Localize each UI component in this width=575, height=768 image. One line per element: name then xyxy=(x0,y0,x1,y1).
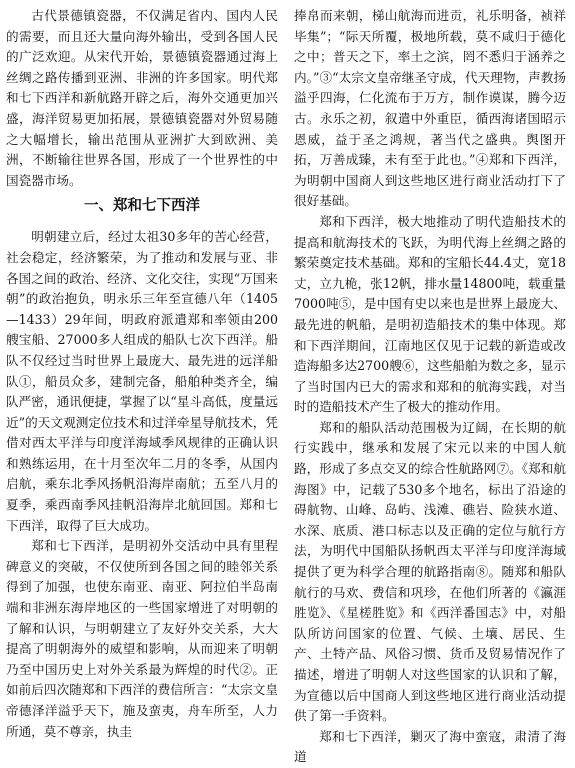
intro-paragraph: 古代景德镇瓷器，不仅满足省内、国内人民的需要，而且还大量向海外输出，受到各国人民的广泛欢迎。从宋代开始，景德镇瓷器通过海上丝绸之路传播到亚洲、非洲的许多国家。明代郑和七下西洋和新航路开辟之后，海外交通更加兴盛，海洋贸易更加拓展，景德镇瓷器对外贸易随之大幅增长，输出范围从亚洲扩大到欧洲、美洲，不断输往世界各国，形成了一个世界性的中国瓷器市场。 xyxy=(6,8,278,188)
shipbuilding-paragraph: 郑和下西洋，极大地推动了明代造船技术的提高和航海技术的飞跃，为明代海上丝绸之路的繁荣奠定技术基础。郑和的宝船长44.4丈，宽18丈，立九桅，张12帆，排水量14800吨，载重量7000吨⑤，是中国有史以来也是世界上最庞大、最先进的帆船，是明初造船技术的集中体现。郑和下西洋期间，江南地区仅见于记载的新造或改造海船多达2700艘⑥，这些船舶为数之多，显示了当时国内已大的需求和郑和的航海实践，对当时的造船技术产生了极大的推动作用。 xyxy=(294,213,566,415)
diplomacy-paragraph: 郑和七下西洋，是明初外交活动中具有里程碑意义的突破，不仅使所到各国之间的睦邻关系得到了加强，也使东南亚、南亚、阿拉伯半岛南端和非洲东海岸地区的一些国家增进了对明朝的了解和认识，与明朝建立了友好外交关系，大大提高了明朝海外的威望和影响，从而迎来了明朝乃至中国历史上对外关系最为辉煌的时代②。正如前后四次随郑和下西洋的费信所言：“太宗文皇帝德泽洋溢乎天下，施及蛮夷，舟车所至，人力所通，莫不尊亲，执圭 xyxy=(6,538,278,739)
closing-paragraph: 郑和七下西洋，剿灭了海中蛮寇，肃清了海道 xyxy=(294,728,566,765)
navigation-paragraph: 郑和的船队活动范围极为辽阔，在长期的航行实践中，继承和发展了宋元以来的中国人航路，形成了多点交叉的综合性航路网⑦。《郑和航海图》中，记载了530多个地名，标出了沿途的碍航物、山峰、岛屿、浅滩、礁岩、险狭水道、水深、底质、港口标志以及正确的定位与航行方法，为明代中国船队扬帆西太平洋与印度洋海域提供了更为科学合理的航路指南⑧。随郑和船队航行的马欢、费信和巩珍，在他们所著的《瀛涯胜览》、《星槎胜览》和《西洋番国志》中，对船队所访问国家的位置、气候、土壤、居民、生产、土特产品、风俗习惯、货币及贸易情况作了描述，增进了明朝人对这些国家的认识和了解，为宣德以后中国商人到这些地区进行商业活动提供了第一手资料。 xyxy=(294,419,566,724)
ming-founding-paragraph: 明朝建立后，经过太祖30多年的苦心经营，社会稳定，经济繁荣，为了推动和发展与亚、非各国之间的政治、经济、文化交往，实现“万国来朝”的政治抱负，明永乐三年至宣德八年（1405—1433）29年间，明政府派遣郑和率领由200艘宝船、27000多人组成的船队七次下西洋。船队不仅经过当时世界上最庞大、最先进的远洋船队①，船员众多，建制完备，船舶种类齐全，编队严密，通讯便捷，掌握了以“星斗高低，度量远近”的天文观测定位技术和过洋牵星导航技术，凭借对西太平洋与印度洋海域季风规律的正确认识和熟练运用，在十月至次年二月的冬季，从国内启航，乘东北季风扬帆沿海岸南航；五至八月的夏季，乘西南季风挂帆沿海岸北航回国。郑和七下西洋，取得了巨大成功。 xyxy=(6,229,278,533)
right-column xyxy=(286,6,566,765)
section-heading: 一、郑和七下西洋 xyxy=(84,198,200,215)
continued-quote-paragraph: 捧帛而来朝，梯山航海而进贡，礼乐明备，祯祥毕集”；“际天所覆，极地所载，莫不咸归于德化之中；普天之下，率土之滨，罔不悉归于涵养之内。”③“太宗文皇帝继圣守成，代天理物，声教扬溢乎四海，仁化流布于万方，制作谟谋，腾今迈古。永乐之初，叙遣中外重臣，循西海诸国昭示恩威，益于圣之鸿规，著当代之盛典。舆图开拓，万善成臻，未有至于此也。”④郑和下西洋，为明朝中国商人到这些地区进行商业活动打下了很好基础。 xyxy=(294,8,566,209)
left-column xyxy=(6,6,286,739)
